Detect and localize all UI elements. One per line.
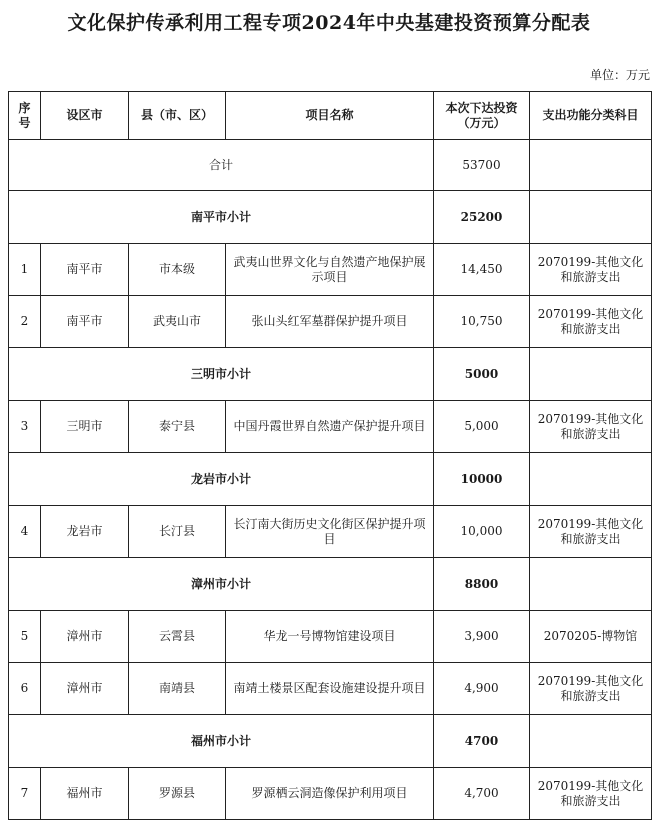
- row-project: 罗源栖云洞造像保护利用项目: [226, 768, 434, 820]
- table-row: [9, 244, 652, 296]
- row-amount: 3,900: [434, 611, 530, 663]
- row-amount: 5,000: [434, 401, 530, 453]
- table-row: [9, 663, 652, 715]
- subtotal-category: [530, 715, 652, 768]
- table-row: [9, 611, 652, 663]
- subtotal-row: [9, 715, 652, 768]
- subtotal-label: 龙岩市小计: [9, 453, 434, 506]
- subtotal-amount: 4700: [434, 715, 530, 768]
- row-amount: 10,000: [434, 506, 530, 558]
- row-project: 长汀南大街历史文化街区保护提升项目: [226, 506, 434, 558]
- subtotal-label: 三明市小计: [9, 348, 434, 401]
- subtotal-row: [9, 191, 652, 244]
- row-amount: 10,750: [434, 296, 530, 348]
- row-city: 龙岩市: [41, 506, 129, 558]
- subtotal-category: [530, 191, 652, 244]
- row-city: 漳州市: [41, 611, 129, 663]
- subtotal-row: [9, 348, 652, 401]
- row-no: 1: [9, 244, 41, 296]
- subtotal-label: 福州市小计: [9, 715, 434, 768]
- row-amount: 4,700: [434, 768, 530, 820]
- page-title: 文化保护传承利用工程专项2024年中央基建投资预算分配表: [67, 12, 591, 34]
- row-no: 5: [9, 611, 41, 663]
- row-county: 云霄县: [129, 611, 226, 663]
- row-category: 2070199-其他文化和旅游支出: [530, 768, 652, 820]
- total-row: [9, 140, 652, 191]
- row-category: 2070199-其他文化和旅游支出: [530, 244, 652, 296]
- row-category: 2070199-其他文化和旅游支出: [530, 663, 652, 715]
- subtotal-label: 南平市小计: [9, 191, 434, 244]
- subtotal-amount: 10000: [434, 453, 530, 506]
- row-city: 南平市: [41, 296, 129, 348]
- unit-label: 单位：万元: [589, 68, 650, 82]
- row-county: 罗源县: [129, 768, 226, 820]
- row-category: 2070205-博物馆: [530, 611, 652, 663]
- total-category: [530, 140, 652, 191]
- row-county: 南靖县: [129, 663, 226, 715]
- row-city: 南平市: [41, 244, 129, 296]
- subtotal-amount: 8800: [434, 558, 530, 611]
- row-project: 中国丹霞世界自然遗产保护提升项目: [226, 401, 434, 453]
- subtotal-category: [530, 453, 652, 506]
- row-no: 7: [9, 768, 41, 820]
- row-no: 3: [9, 401, 41, 453]
- row-city: 漳州市: [41, 663, 129, 715]
- row-no: 6: [9, 663, 41, 715]
- subtotal-amount: 25200: [434, 191, 530, 244]
- row-no: 2: [9, 296, 41, 348]
- header-row: [9, 92, 652, 140]
- header-amount: 本次下达投资（万元）: [434, 92, 530, 140]
- row-amount: 4,900: [434, 663, 530, 715]
- row-county: 泰宁县: [129, 401, 226, 453]
- row-project: 武夷山世界文化与自然遗产地保护展示项目: [226, 244, 434, 296]
- subtotal-category: [530, 348, 652, 401]
- subtotal-row: [9, 453, 652, 506]
- header-county: 县（市、区）: [129, 92, 226, 140]
- total-amount: 53700: [434, 140, 530, 191]
- header-category: 支出功能分类科目: [530, 92, 652, 140]
- header-no: 序号: [9, 92, 41, 140]
- row-category: 2070199-其他文化和旅游支出: [530, 296, 652, 348]
- subtotal-amount: 5000: [434, 348, 530, 401]
- table-row: [9, 506, 652, 558]
- row-county: 长汀县: [129, 506, 226, 558]
- table-row: [9, 296, 652, 348]
- row-county: 市本级: [129, 244, 226, 296]
- subtotal-category: [530, 558, 652, 611]
- subtotal-row: [9, 558, 652, 611]
- row-project: 华龙一号博物馆建设项目: [226, 611, 434, 663]
- row-category: 2070199-其他文化和旅游支出: [530, 401, 652, 453]
- subtotal-label: 漳州市小计: [9, 558, 434, 611]
- header-city: 设区市: [41, 92, 129, 140]
- row-county: 武夷山市: [129, 296, 226, 348]
- table-row: [9, 768, 652, 820]
- row-city: 三明市: [41, 401, 129, 453]
- total-label: 合计: [9, 140, 434, 191]
- row-city: 福州市: [41, 768, 129, 820]
- table-row: [9, 401, 652, 453]
- row-amount: 14,450: [434, 244, 530, 296]
- row-no: 4: [9, 506, 41, 558]
- row-project: 张山头红军墓群保护提升项目: [226, 296, 434, 348]
- row-category: 2070199-其他文化和旅游支出: [530, 506, 652, 558]
- row-project: 南靖土楼景区配套设施建设提升项目: [226, 663, 434, 715]
- budget-table: [8, 91, 652, 820]
- header-project: 项目名称: [226, 92, 434, 140]
